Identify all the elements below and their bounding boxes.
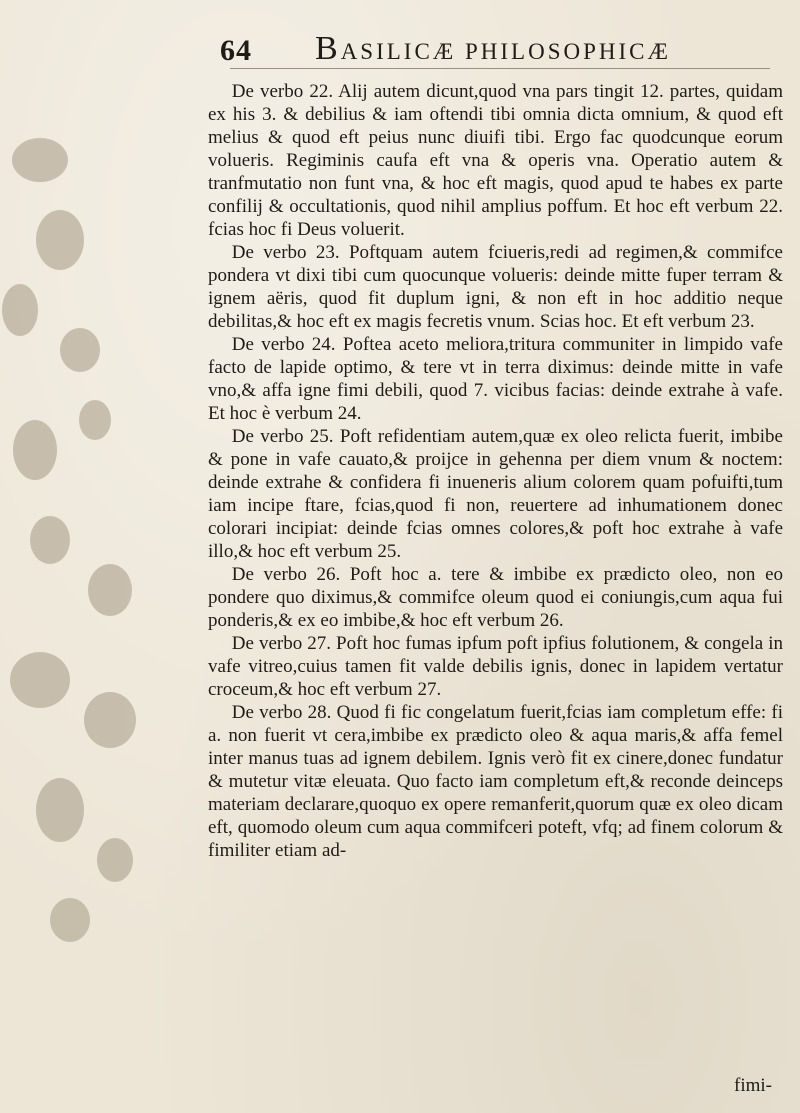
paragraph-verbum-24: De verbo 24. Poftea aceto meliora,tritura communiter in limpido vafe facto de lapide optimo, & tere vt in terra diximus: deinde mitte in vafe vno,& affa igne fimi debili, quod 7. vicibus facias: deinde extrahe à vafe. Et hoc è verbum 24. xyxy=(208,334,783,424)
paragraph-verbum-23: De verbo 23. Poftquam autem fciueris,redi ad regimen,& commifce pondera vt dixi tibi cum quocunque volueris: deinde mitte fuper terram & ignem aëris, quod fit duplum igni, & non eft in hoc additio neque debilitas,& hoc eft ex magis fecretis vnum. Scias hoc. Et eft verbum 23. xyxy=(208,242,783,332)
running-head xyxy=(315,30,671,68)
paragraph-verbum-28: De verbo 28. Quod fi fic congelatum fuerit,fcias iam completum effe: fi a. non fuerit vt cera,imbibe ex prædicto oleo & aqua maris,& affa femel inter manus tuas ad ignem debilem. Ignis verò fit ex cinere,donec fundatur & mutetur vitæ eleuata. Quo facto iam completum eft,& reconde deinceps materiam declarare,quoquo ex opere remanferit,quorum quæ ex oleo dicam eft, quomodo oleum cum aqua commifceri poteft, vfq; ad finem colorum & fimiliter etiam ad- xyxy=(208,702,783,861)
catchword: fimi- xyxy=(734,1075,772,1096)
header-rule xyxy=(230,68,770,69)
page-header xyxy=(220,24,740,68)
page-number: 64 xyxy=(220,34,252,67)
running-head-text: ASILICÆ PHILOSOPHICÆ xyxy=(340,39,671,64)
paragraph-verbum-25: De verbo 25. Poft refidentiam autem,quæ ex oleo relicta fuerit, imbibe & pone in vafe cauato,& proijce in gehenna per diem vnum & noctem: deinde extrahe & confidera fi inueneris alium colorem quam pofuifti,tum iam incipe ftare, fcias,quod fi non, reuertere ad inhumationem donec colorari incipiat: deinde fcias omnes colores,& poft hoc extrahe à vafe illo,& hoc eft verbum 25. xyxy=(208,426,783,562)
body-text xyxy=(208,80,783,862)
paragraph-verbum-26: De verbo 26. Poft hoc a. tere & imbibe ex prædicto oleo, non eo pondere quo diximus,& commifce oleum quod ei coniungis,cum aqua fui ponderis,& ex eo imbibe,& hoc eft verbum 26. xyxy=(208,564,783,631)
paragraph-verbum-22: De verbo 22. Alij autem dicunt,quod vna pars tingit 12. partes, quidam ex his 3. & debilius & iam oftendi tibi omnia dicta omnium, & quod eft melius & quod eft peius nunc diuifi tibi. Ergo fac quodcunque eorum volueris. Regiminis caufa eft vna & operis vna. Operatio autem & tranfmutatio non funt vna, & hoc eft magis, quod apud te habes ex parte confilij & occultationis, quod nihil amplius poffum. Et hoc eft verbum 22. fcias hoc fi Deus voluerit. xyxy=(208,81,783,240)
running-head-initial: B xyxy=(315,30,341,67)
paragraph-verbum-27: De verbo 27. Poft hoc fumas ipfum poft ipfius folutionem, & congela in vafe vitreo,cuius tamen fit valde debilis ignis, donec in lapidem vertatur croceum,& hoc eft verbum 27. xyxy=(208,633,783,700)
